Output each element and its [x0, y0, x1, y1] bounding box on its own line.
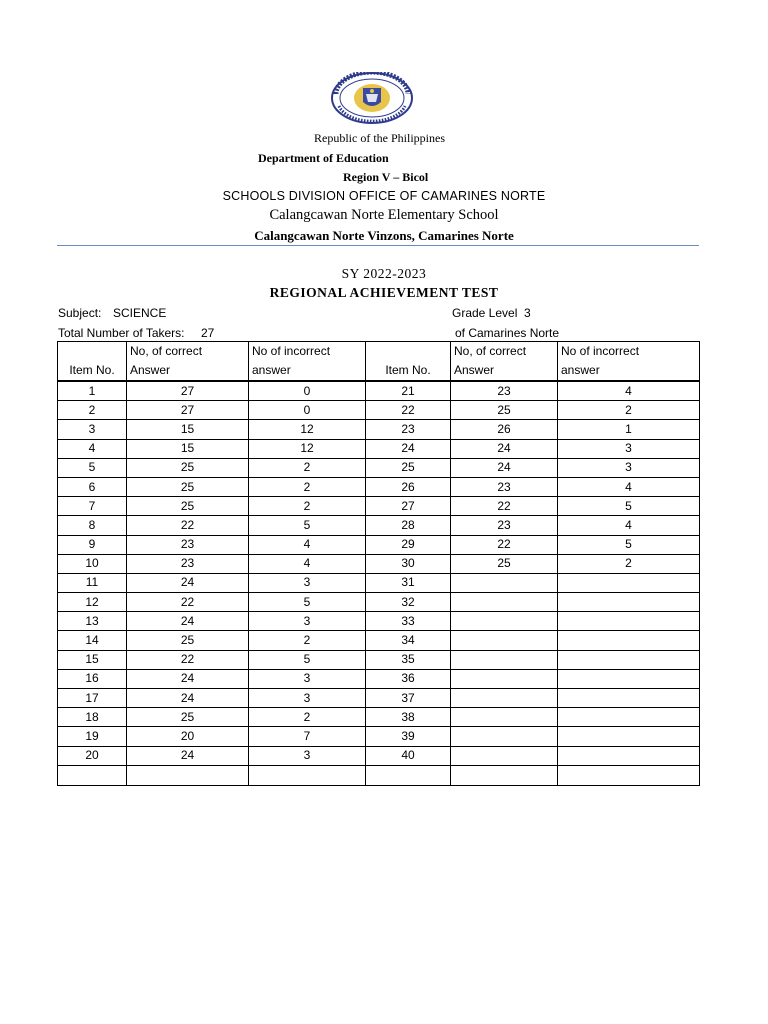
item-no-cell: 10 [58, 554, 127, 573]
takers-value: 27 [201, 326, 215, 340]
incorrect-count-cell [558, 669, 700, 688]
incorrect-count-cell: 7 [249, 727, 366, 746]
correct-count-cell [451, 650, 558, 669]
header-divider [57, 245, 699, 246]
takers-label: Total Number of Takers: [58, 326, 185, 340]
correct-count-cell: 23 [451, 381, 558, 401]
item-no-cell: 34 [366, 631, 451, 650]
table-header-row [58, 342, 700, 382]
correct-count-cell: 25 [451, 554, 558, 573]
department-heading: Department of Education [258, 151, 389, 165]
item-no-cell: 23 [366, 420, 451, 439]
deped-seal-logo [330, 72, 414, 124]
incorrect-count-cell: 1 [558, 420, 700, 439]
header-correct: No, of correct Answer [127, 342, 249, 382]
correct-count-cell [451, 708, 558, 727]
correct-count-cell: 23 [127, 535, 249, 554]
item-no-cell: 15 [58, 650, 127, 669]
item-no-cell: 2 [58, 401, 127, 420]
item-no-cell: 12 [58, 593, 127, 612]
header-item-no: Item No. [366, 342, 451, 382]
region-note: of Camarines Norte [455, 326, 560, 340]
table-row [58, 669, 700, 688]
item-no-cell: 5 [58, 458, 127, 477]
grade-level-label: Grade Level [452, 306, 518, 320]
correct-count-cell: 20 [127, 727, 249, 746]
incorrect-count-cell: 5 [558, 535, 700, 554]
incorrect-count-cell: 0 [249, 381, 366, 401]
item-no-cell: 18 [58, 708, 127, 727]
correct-count-cell: 22 [451, 497, 558, 516]
test-title: REGIONAL ACHIEVEMENT TEST [269, 285, 499, 300]
correct-count-cell: 25 [127, 458, 249, 477]
incorrect-count-cell: 4 [558, 381, 700, 401]
incorrect-count-cell: 2 [249, 497, 366, 516]
table-row [58, 439, 700, 458]
item-no-cell: 36 [366, 669, 451, 688]
school-year: SY 2022-2023 [341, 266, 427, 281]
item-no-cell: 11 [58, 573, 127, 592]
item-no-cell: 38 [366, 708, 451, 727]
incorrect-count-cell: 5 [558, 497, 700, 516]
incorrect-count-cell: 3 [249, 612, 366, 631]
item-no-cell: 6 [58, 477, 127, 496]
item-no-cell: 20 [58, 746, 127, 765]
correct-count-cell [451, 631, 558, 650]
item-no-cell: 33 [366, 612, 451, 631]
incorrect-count-cell: 3 [249, 669, 366, 688]
correct-count-cell [451, 669, 558, 688]
empty-cell [58, 765, 127, 785]
correct-count-cell: 22 [127, 593, 249, 612]
incorrect-count-cell [558, 631, 700, 650]
correct-count-cell: 24 [127, 746, 249, 765]
correct-count-cell: 15 [127, 420, 249, 439]
item-no-cell: 14 [58, 631, 127, 650]
item-no-cell: 17 [58, 689, 127, 708]
correct-count-cell: 24 [451, 439, 558, 458]
correct-count-cell [451, 573, 558, 592]
item-no-cell: 4 [58, 439, 127, 458]
correct-count-cell: 25 [451, 401, 558, 420]
correct-count-cell: 15 [127, 439, 249, 458]
table-row [58, 381, 700, 401]
table-row [58, 631, 700, 650]
correct-count-cell: 24 [127, 612, 249, 631]
incorrect-count-cell: 3 [558, 458, 700, 477]
correct-count-cell: 23 [127, 554, 249, 573]
item-no-cell: 40 [366, 746, 451, 765]
item-no-cell: 9 [58, 535, 127, 554]
incorrect-count-cell: 4 [249, 535, 366, 554]
header-item-no: Item No. [58, 342, 127, 382]
table-row [58, 516, 700, 535]
item-no-cell: 21 [366, 381, 451, 401]
item-no-cell: 31 [366, 573, 451, 592]
correct-count-cell: 25 [127, 477, 249, 496]
incorrect-count-cell: 4 [558, 477, 700, 496]
table-row [58, 689, 700, 708]
incorrect-count-cell [558, 689, 700, 708]
correct-count-cell: 22 [127, 650, 249, 669]
correct-count-cell [451, 612, 558, 631]
republic-heading: Republic of the Philippines [314, 131, 445, 145]
table-row-blank [58, 765, 700, 785]
item-no-cell: 1 [58, 381, 127, 401]
table-row [58, 477, 700, 496]
empty-cell [558, 765, 700, 785]
school-name: Calangcawan Norte Elementary School [269, 207, 499, 223]
incorrect-count-cell [558, 612, 700, 631]
item-no-cell: 13 [58, 612, 127, 631]
incorrect-count-cell: 5 [249, 650, 366, 669]
correct-count-cell [451, 746, 558, 765]
correct-count-cell: 25 [127, 497, 249, 516]
item-no-cell: 7 [58, 497, 127, 516]
table-row [58, 727, 700, 746]
incorrect-count-cell: 2 [249, 631, 366, 650]
correct-count-cell: 23 [451, 477, 558, 496]
correct-count-cell [451, 593, 558, 612]
incorrect-count-cell: 0 [249, 401, 366, 420]
school-address: Calangcawan Norte Vinzons, Camarines Norte [254, 228, 514, 243]
subject-label: Subject: [58, 306, 102, 320]
table-row [58, 573, 700, 592]
subject-value: SCIENCE [113, 306, 167, 320]
item-no-cell: 28 [366, 516, 451, 535]
incorrect-count-cell: 2 [558, 401, 700, 420]
correct-count-cell: 24 [127, 669, 249, 688]
table-row [58, 593, 700, 612]
results-table [57, 341, 700, 786]
grade-level-value: 3 [524, 306, 531, 320]
empty-cell [366, 765, 451, 785]
table-row [58, 401, 700, 420]
correct-count-cell: 25 [127, 708, 249, 727]
region-heading: Region V – Bicol [343, 170, 429, 184]
incorrect-count-cell: 12 [249, 439, 366, 458]
table-row [58, 497, 700, 516]
incorrect-count-cell: 3 [249, 573, 366, 592]
incorrect-count-cell: 12 [249, 420, 366, 439]
header-correct: No, of correct Answer [451, 342, 558, 382]
correct-count-cell: 26 [451, 420, 558, 439]
incorrect-count-cell: 2 [249, 477, 366, 496]
table-row [58, 458, 700, 477]
incorrect-count-cell [558, 727, 700, 746]
incorrect-count-cell: 4 [558, 516, 700, 535]
incorrect-count-cell: 3 [249, 689, 366, 708]
incorrect-count-cell: 3 [249, 746, 366, 765]
item-no-cell: 3 [58, 420, 127, 439]
header-incorrect: No of incorrect answer [558, 342, 700, 382]
correct-count-cell: 23 [451, 516, 558, 535]
incorrect-count-cell [558, 573, 700, 592]
correct-count-cell: 25 [127, 631, 249, 650]
table-row [58, 650, 700, 669]
table-row [58, 420, 700, 439]
item-no-cell: 8 [58, 516, 127, 535]
division-heading: SCHOOLS DIVISION OFFICE OF CAMARINES NORTE [222, 189, 546, 203]
item-no-cell: 24 [366, 439, 451, 458]
correct-count-cell: 24 [127, 689, 249, 708]
correct-count-cell: 22 [451, 535, 558, 554]
item-no-cell: 35 [366, 650, 451, 669]
empty-cell [249, 765, 366, 785]
correct-count-cell: 22 [127, 516, 249, 535]
item-no-cell: 26 [366, 477, 451, 496]
correct-count-cell [451, 727, 558, 746]
item-no-cell: 16 [58, 669, 127, 688]
incorrect-count-cell [558, 650, 700, 669]
incorrect-count-cell: 2 [249, 458, 366, 477]
incorrect-count-cell: 5 [249, 516, 366, 535]
item-no-cell: 25 [366, 458, 451, 477]
item-no-cell: 27 [366, 497, 451, 516]
header-incorrect: No of incorrect answer [249, 342, 366, 382]
table-row [58, 746, 700, 765]
table-row [58, 708, 700, 727]
item-no-cell: 29 [366, 535, 451, 554]
correct-count-cell: 27 [127, 381, 249, 401]
item-no-cell: 22 [366, 401, 451, 420]
incorrect-count-cell [558, 593, 700, 612]
empty-cell [127, 765, 249, 785]
item-no-cell: 19 [58, 727, 127, 746]
incorrect-count-cell [558, 708, 700, 727]
table-row [58, 612, 700, 631]
correct-count-cell: 24 [127, 573, 249, 592]
item-no-cell: 37 [366, 689, 451, 708]
incorrect-count-cell: 5 [249, 593, 366, 612]
empty-cell [451, 765, 558, 785]
incorrect-count-cell [558, 746, 700, 765]
item-no-cell: 30 [366, 554, 451, 573]
incorrect-count-cell: 2 [558, 554, 700, 573]
table-row [58, 535, 700, 554]
incorrect-count-cell: 3 [558, 439, 700, 458]
incorrect-count-cell: 2 [249, 708, 366, 727]
correct-count-cell: 24 [451, 458, 558, 477]
item-no-cell: 32 [366, 593, 451, 612]
incorrect-count-cell: 4 [249, 554, 366, 573]
correct-count-cell [451, 689, 558, 708]
correct-count-cell: 27 [127, 401, 249, 420]
item-no-cell: 39 [366, 727, 451, 746]
table-row [58, 554, 700, 573]
